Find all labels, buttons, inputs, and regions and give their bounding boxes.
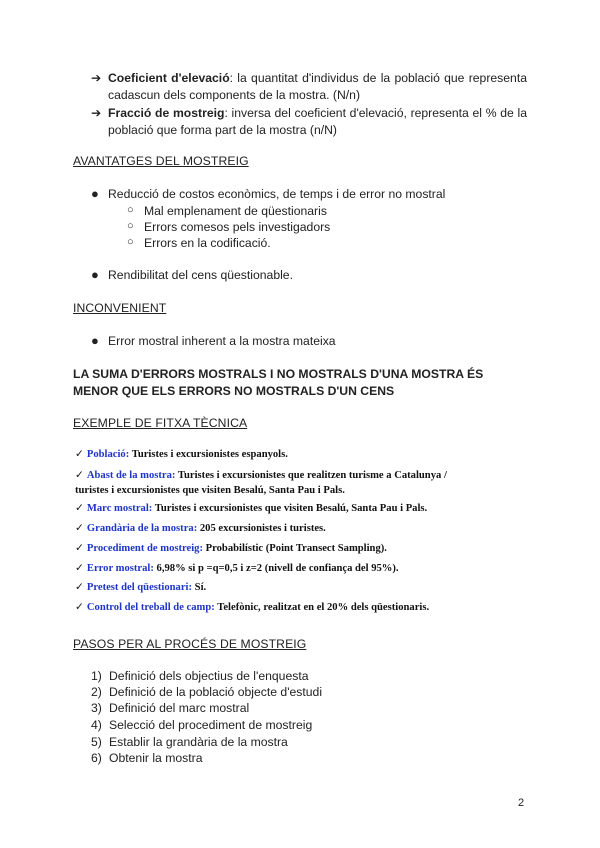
fitxa-item: ✓ Control del treball de camp: Telefònic, realitzat en el 20% dels qüestionaris. — [75, 602, 430, 613]
numbered-item: 1) Definició dels objectius de l'enquesta — [91, 669, 309, 683]
bullet-icon: ● — [91, 333, 99, 348]
fitxa-item: ✓ Error mostral: 6,98% si p =q=0,5 i z=2 (nivell de confiança del 95%). — [75, 563, 399, 574]
fitxa-item: ✓ Grandària de la mostra: 205 excursionistes i turistes. — [75, 523, 326, 534]
check-icon: ✓ — [75, 503, 84, 514]
list-item: ● Reducció de costos econòmics, de temps i de error no mostral — [91, 186, 446, 201]
check-icon: ✓ — [75, 470, 84, 481]
section-heading-fitxa: EXEMPLE DE FITXA TÈCNICA — [73, 416, 248, 430]
fitxa-item: ✓ Marc mostral: Turistes i excursionistes que visiten Besalú, Santa Pau i Pals. — [75, 503, 428, 514]
numbered-item: 4) Selecció del procediment de mostreig — [91, 718, 313, 732]
section-heading-pasos: PASOS PER AL PROCÉS DE MOSTREIG — [73, 637, 307, 651]
definition-text: : la quantitat d'individus de la població que representa cadascun dels components de la mostra. (N/n) — [108, 71, 527, 102]
circle-bullet-icon: ○ — [127, 236, 134, 248]
check-icon: ✓ — [75, 523, 84, 534]
definition-coeficient-elevacio — [91, 70, 527, 104]
check-icon: ✓ — [75, 563, 84, 574]
sub-list-item: ○ Errors en la codificació. — [127, 236, 271, 250]
check-icon: ✓ — [75, 449, 84, 460]
definition-fraccio-mostreig — [91, 105, 527, 139]
fitxa-item: ✓ Procediment de mostreig: Probabilístic (Point Transect Sampling). — [75, 543, 387, 554]
fitxa-item: ✓ Població: Turistes i excursionistes espanyols. — [75, 449, 288, 460]
definition-text: : inversa del coeficient d'elevació, representa el % de la població que forma part de la mostra (n/N) — [108, 106, 527, 137]
fitxa-item: ✓ Pretest del qüestionari: Sí. — [75, 582, 207, 593]
definition-term: Fracció de mostreig — [108, 106, 225, 120]
arrow-icon: ➔ — [91, 71, 102, 85]
check-icon: ✓ — [75, 602, 84, 613]
sub-list-item: ○ Mal emplenament de qüestionaris — [127, 204, 327, 218]
section-heading-avantatges: AVANTATGES DEL MOSTREIG — [73, 154, 249, 168]
circle-bullet-icon: ○ — [127, 220, 134, 232]
check-icon: ✓ — [75, 543, 84, 554]
arrow-icon: ➔ — [91, 106, 102, 120]
check-icon: ✓ — [75, 582, 84, 593]
section-heading-inconvenient: INCONVENIENT — [73, 301, 167, 315]
bullet-icon: ● — [91, 186, 99, 201]
list-item: ● Error mostral inherent a la mostra mateixa — [91, 333, 336, 348]
page-number: 2 — [518, 797, 525, 809]
numbered-item: 5) Establir la grandària de la mostra — [91, 735, 288, 749]
fitxa-item: ✓ Abast de la mostra: Turistes i excursionistes que realitzen turisme a Catalunya / turistes i excursionistes que visiten Besalú, Santa Pau i Pals. — [75, 470, 447, 496]
bold-statement: LA SUMA D'ERRORS MOSTRALS I NO MOSTRALS D'UNA MOSTRA ÉS MENOR QUE ELS ERRORS NO MOSTRALS D'UN CENS — [73, 367, 484, 398]
definition-term: Coeficient d'elevació — [108, 71, 230, 85]
list-item: ● Rendibilitat del cens qüestionable. — [91, 267, 293, 282]
circle-bullet-icon: ○ — [127, 204, 134, 216]
numbered-item: 3) Definició del marc mostral — [91, 701, 250, 715]
bullet-icon: ● — [91, 267, 99, 282]
numbered-item: 6) Obtenir la mostra — [91, 751, 203, 765]
sub-list-item: ○ Errors comesos pels investigadors — [127, 220, 331, 234]
numbered-item: 2) Definició de la població objecte d'estudi — [91, 685, 323, 699]
